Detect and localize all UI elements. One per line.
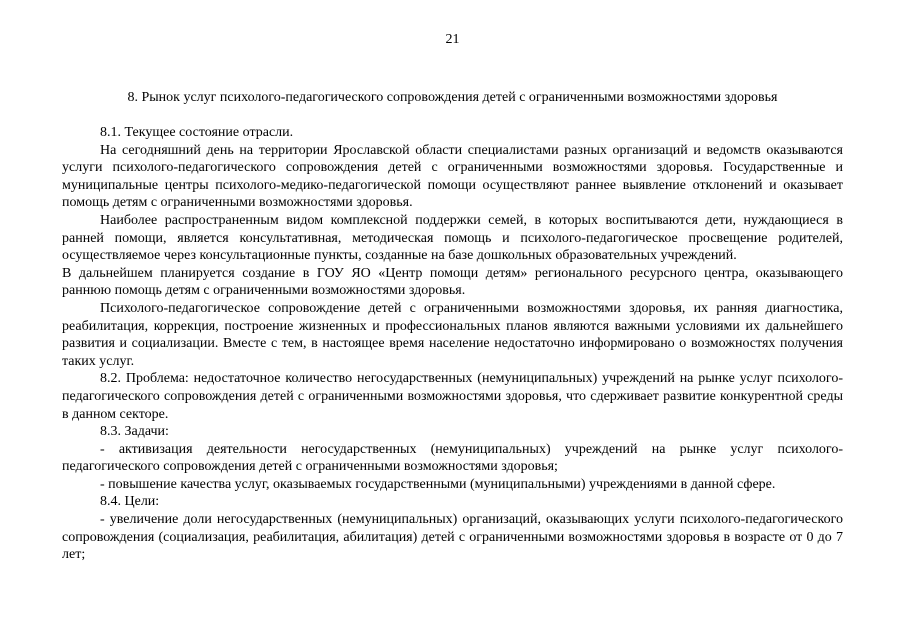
section-heading: 8. Рынок услуг психолого-педагогического сопровождения детей с ограниченными возможностями здоровья [127,90,778,105]
list-item-task-quality: - повышение качества услуг, оказываемых государственными (муниципальными) учреждениями в данной сфере. [100,476,776,492]
paragraph-accompaniment: Психолого-педагогическое сопровождение детей с ограниченными возможностями здоровья, их ранняя диагностика, реабилитация, коррекция, построение жизненных и профессиональных планов являются важными условиями их дальнейшего развития и социализации. Вместе с тем, в настоящее время население недостаточно информировано о возможностях получения таких услуг. [62,300,843,369]
paragraph-current-state: На сегодняшний день на территории Ярославской области специалистами разных организаций и ведомств оказываются услуги психолого-педагогического сопровождения детей с ограниченными возможностями здоровья. Государственные и муниципальные центры психолого-медико-педагогической помощи осуществляют раннее выявление отклонений и оказывает помощь детям с ограниченными возможностями здоровья. [62,142,843,211]
page-number: 21 [445,32,460,47]
list-item-goal-share: - увеличение доли негосударственных (немуниципальных) организаций, оказывающих услуги психолого-педагогического сопровождения (социализация, реабилитация, абилитация) детей с ограниченными возможностями здоровья в возрасте от 0 до 7 лет; [62,512,843,563]
paragraph-8-3-tasks: 8.3. Задачи: [100,424,169,440]
paragraph-8-1-heading: 8.1. Текущее состояние отрасли. [100,125,294,140]
paragraph-resource-center: В дальнейшем планируется создание в ГОУ ЯО «Центр помощи детям» регионального ресурсного центра, оказывающего раннюю помощь детям с ограниченными возможностями здоровья. [62,265,843,299]
paragraph-family-support: Наиболее распространенным видом комплексной поддержки семей, в которых воспитываются дети, нуждающиеся в ранней помощи, является консультативная, методическая помощь и психолого-педагогическое просвещение родителей, осуществляемое через консультационные пункты, созданные на базе дошкольных образовательных учреждений. [62,212,843,264]
paragraph-8-4-goals: 8.4. Цели: [100,494,160,510]
document-body [62,124,843,564]
paragraph-8-2-problem: 8.2. Проблема: недостаточное количество негосударственных (немуниципальных) учреждений на рынке услуг психолого-педагогического сопровождения детей с ограниченными возможностями здоровья, что сдерживает развитие конкурентной среды в данном секторе. [62,371,843,422]
list-item-task-activation: - активизация деятельности негосударственных (немуниципальных) учреждений на рынке услуг психолого-педагогического сопровождения детей с ограниченными возможностями здоровья; [62,441,843,475]
